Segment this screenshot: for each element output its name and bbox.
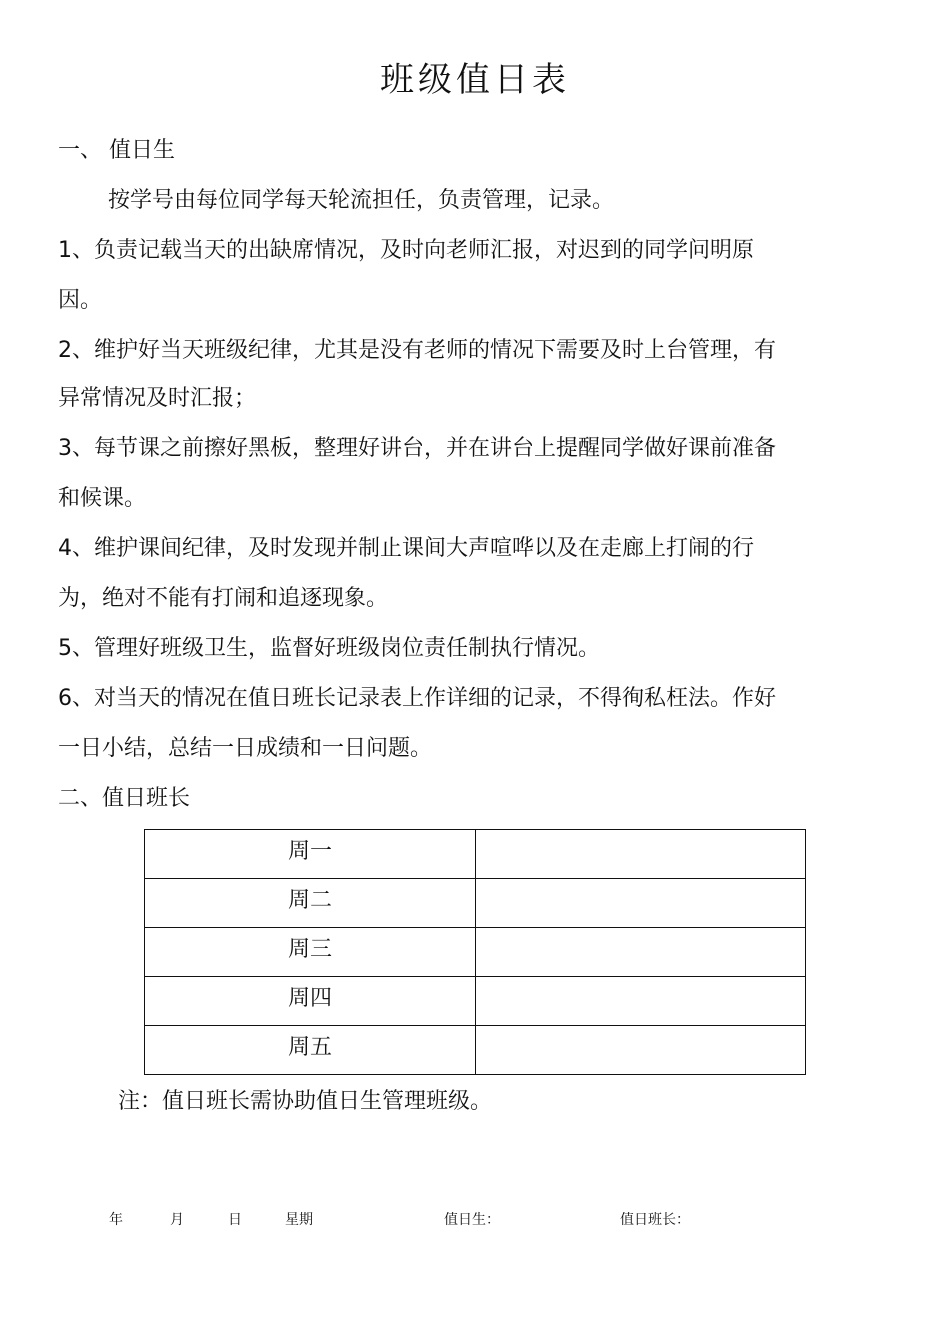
- footer-monitor-label: 值日班长：: [620, 1212, 690, 1228]
- duty-student-intro: 按学号由每位同学每天轮流担任，负责管理，记录。: [108, 188, 615, 213]
- table-row: [145, 830, 806, 879]
- duty-rule-line: 5、管理好班级卫生，监督好班级岗位责任制执行情况。: [58, 636, 600, 661]
- day-cell: 周一: [145, 830, 476, 879]
- footer-month-label: 月: [170, 1212, 184, 1228]
- table-note: 注：值日班长需协助值日生管理班级。: [118, 1089, 493, 1114]
- day-cell: 周三: [145, 928, 476, 977]
- section-heading-duty-monitor: 二、值日班长: [58, 786, 191, 811]
- duty-rule-line: 3、每节课之前擦好黑板，整理好讲台，并在讲台上提醒同学做好课前准备: [58, 436, 776, 461]
- monitor-name-cell[interactable]: [476, 1026, 806, 1075]
- duty-rule-line: 和候课。: [58, 486, 147, 511]
- duty-rule-line: 一日小结，总结一日成绩和一日问题。: [58, 736, 433, 761]
- footer-weekday-label: 星期: [285, 1212, 313, 1228]
- duty-rule-line: 1、负责记载当天的出缺席情况，及时向老师汇报，对迟到的同学问明原: [58, 238, 754, 263]
- duty-monitor-table: [144, 829, 806, 1075]
- duty-rule-line: 为，绝对不能有打闹和追逐现象。: [58, 586, 389, 611]
- footer-year-label: 年: [109, 1212, 123, 1228]
- page-title: 班级值日表: [380, 60, 570, 100]
- monitor-name-cell[interactable]: [476, 879, 806, 928]
- monitor-name-cell[interactable]: [476, 830, 806, 879]
- table-row: [145, 1026, 806, 1075]
- duty-rule-line: 异常情况及时汇报；: [58, 386, 257, 411]
- footer-day-label: 日: [228, 1212, 242, 1228]
- footer-student-label: 值日生：: [444, 1212, 500, 1228]
- section-heading-duty-student: 一、 值日生: [58, 138, 175, 163]
- day-cell: 周五: [145, 1026, 476, 1075]
- table-row: [145, 879, 806, 928]
- duty-rule-line: 2、维护好当天班级纪律，尤其是没有老师的情况下需要及时上台管理，有: [58, 338, 776, 363]
- table-row: [145, 977, 806, 1026]
- table-row: [145, 928, 806, 977]
- day-cell: 周二: [145, 879, 476, 928]
- monitor-name-cell[interactable]: [476, 928, 806, 977]
- duty-rule-line: 6、对当天的情况在值日班长记录表上作详细的记录，不得徇私枉法。作好: [58, 686, 776, 711]
- monitor-name-cell[interactable]: [476, 977, 806, 1026]
- duty-rule-line: 因。: [58, 288, 103, 313]
- duty-rule-line: 4、维护课间纪律，及时发现并制止课间大声喧哗以及在走廊上打闹的行: [58, 536, 754, 561]
- day-cell: 周四: [145, 977, 476, 1026]
